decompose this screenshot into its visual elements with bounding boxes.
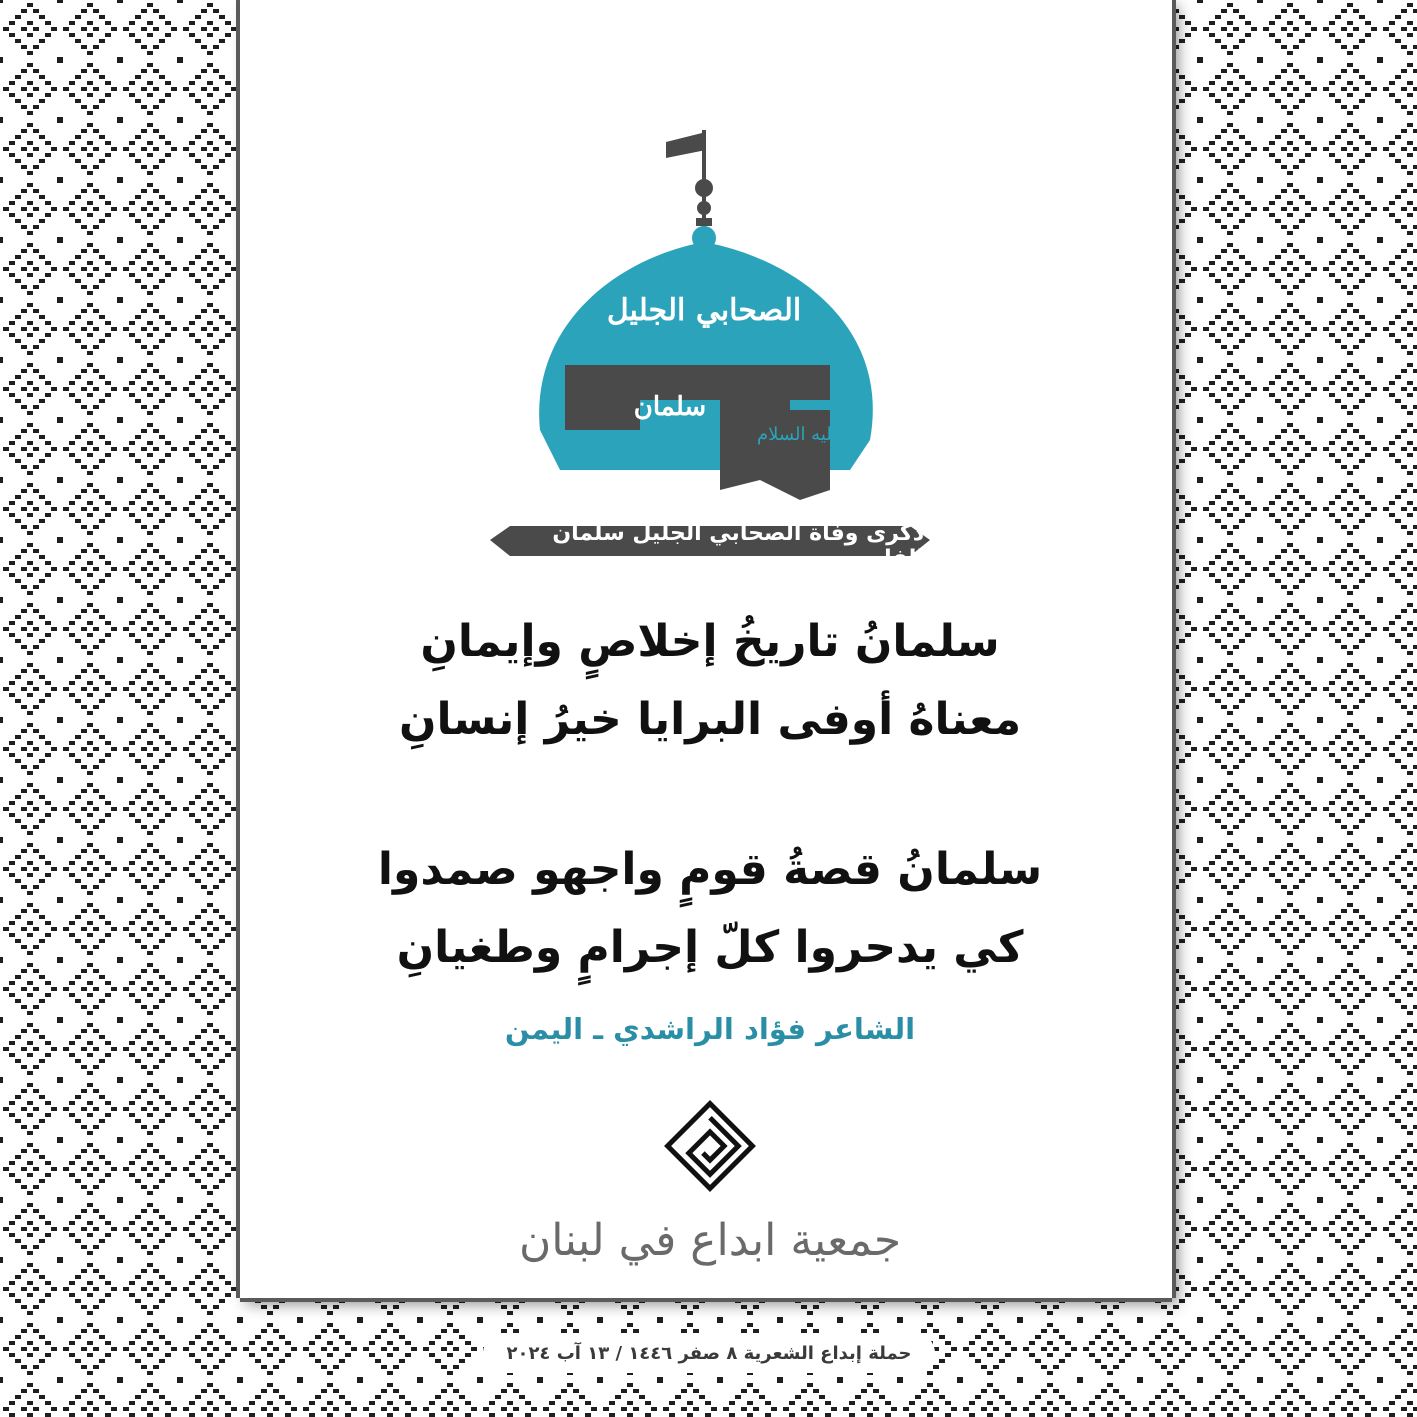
emblem-logo: [470, 110, 950, 580]
emblem-honorific: عليه السلام: [757, 424, 843, 445]
organization-name: جمعية ابداع في لبنان: [518, 1214, 902, 1266]
emblem-name: سلمان: [633, 392, 707, 422]
footer-campaign-date: حملة إبداع الشعرية ٨ صفر ١٤٤٦ / ١٣ آب ٢٠٢٤: [483, 1333, 935, 1373]
emblem-title: الصحابي الجليل: [606, 293, 802, 328]
kufic-square-logo-icon: [664, 1100, 756, 1192]
verse-stanza2-line2: كي يدحروا كلّ إجرامٍ وطغيانِ: [396, 922, 1024, 973]
poet-credit: الشاعر فؤاد الراشدي ـ اليمن: [504, 1012, 916, 1046]
verse-stanza1-line2: معناهُ أوفى البرايا خيرُ إنسانِ: [398, 694, 1022, 745]
verse-stanza2-line1: سلمانُ قصةُ قومٍ واجهو صمدوا: [377, 844, 1043, 895]
banner-title: ذكرى وفاة الصحابي الجليل سلمان الفارسي: [552, 521, 924, 571]
verse-stanza1-line1: سلمانُ تاريخُ إخلاصٍ وإيمانِ: [420, 616, 1000, 667]
